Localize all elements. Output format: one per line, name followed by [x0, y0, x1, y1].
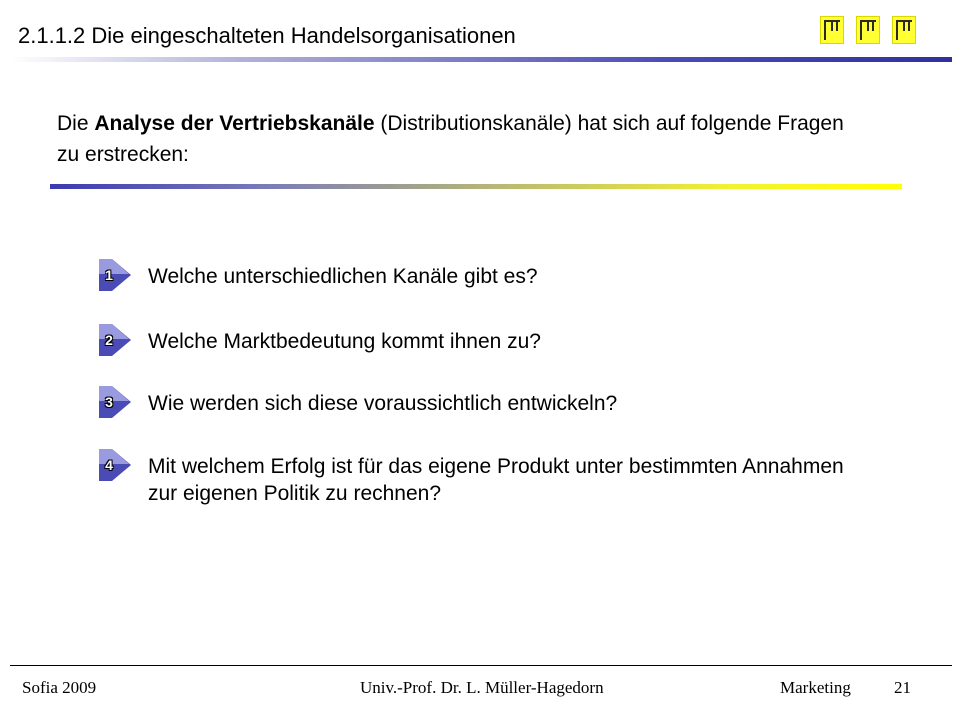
- intro-suffix: (Distributionskanäle) hat sich auf folgende Fragen zu erstrecken:: [57, 112, 844, 166]
- intro-emphasis: Analyse der Vertriebskanäle: [94, 112, 375, 135]
- question-text: Wie werden sich diese voraussichtlich entwickeln?: [148, 392, 618, 415]
- question-item-4: [97, 446, 848, 507]
- question-text: Mit welchem Erfolg ist für das eigene Produkt unter bestimmten Annahmen zur eigenen Politik zu rechnen?: [148, 455, 844, 505]
- page-number: 21: [894, 678, 911, 697]
- intro-divider: [50, 184, 902, 189]
- arrow-badge-icon: [97, 256, 135, 294]
- question-item-2: [97, 321, 848, 359]
- title-divider: [10, 57, 952, 62]
- window-icon: [820, 16, 844, 44]
- window-icon: [892, 16, 916, 44]
- question-item-3: [97, 383, 848, 421]
- question-item-1: [97, 256, 848, 294]
- intro-text: [57, 108, 857, 170]
- footer-location: Sofia 2009: [22, 678, 97, 697]
- intro-prefix: Die: [57, 112, 95, 135]
- corner-icon-group: [820, 16, 916, 44]
- question-number: 1: [105, 267, 113, 283]
- window-icon: [856, 16, 880, 44]
- arrow-badge-icon: [97, 321, 135, 359]
- question-text: Welche unterschiedlichen Kanäle gibt es?: [148, 265, 538, 288]
- footer-divider: [10, 665, 952, 666]
- footer-course: Marketing: [780, 678, 851, 697]
- footer-author: Univ.-Prof. Dr. L. Müller-Hagedorn: [360, 678, 604, 697]
- question-number: 3: [105, 394, 113, 410]
- question-text: Welche Marktbedeutung kommt ihnen zu?: [148, 330, 541, 353]
- question-number: 2: [105, 332, 113, 348]
- arrow-badge-icon: [97, 383, 135, 421]
- arrow-badge-icon: [97, 446, 135, 484]
- slide-title: 2.1.1.2 Die eingeschalteten Handelsorganisationen: [18, 23, 516, 48]
- question-number: 4: [105, 457, 113, 473]
